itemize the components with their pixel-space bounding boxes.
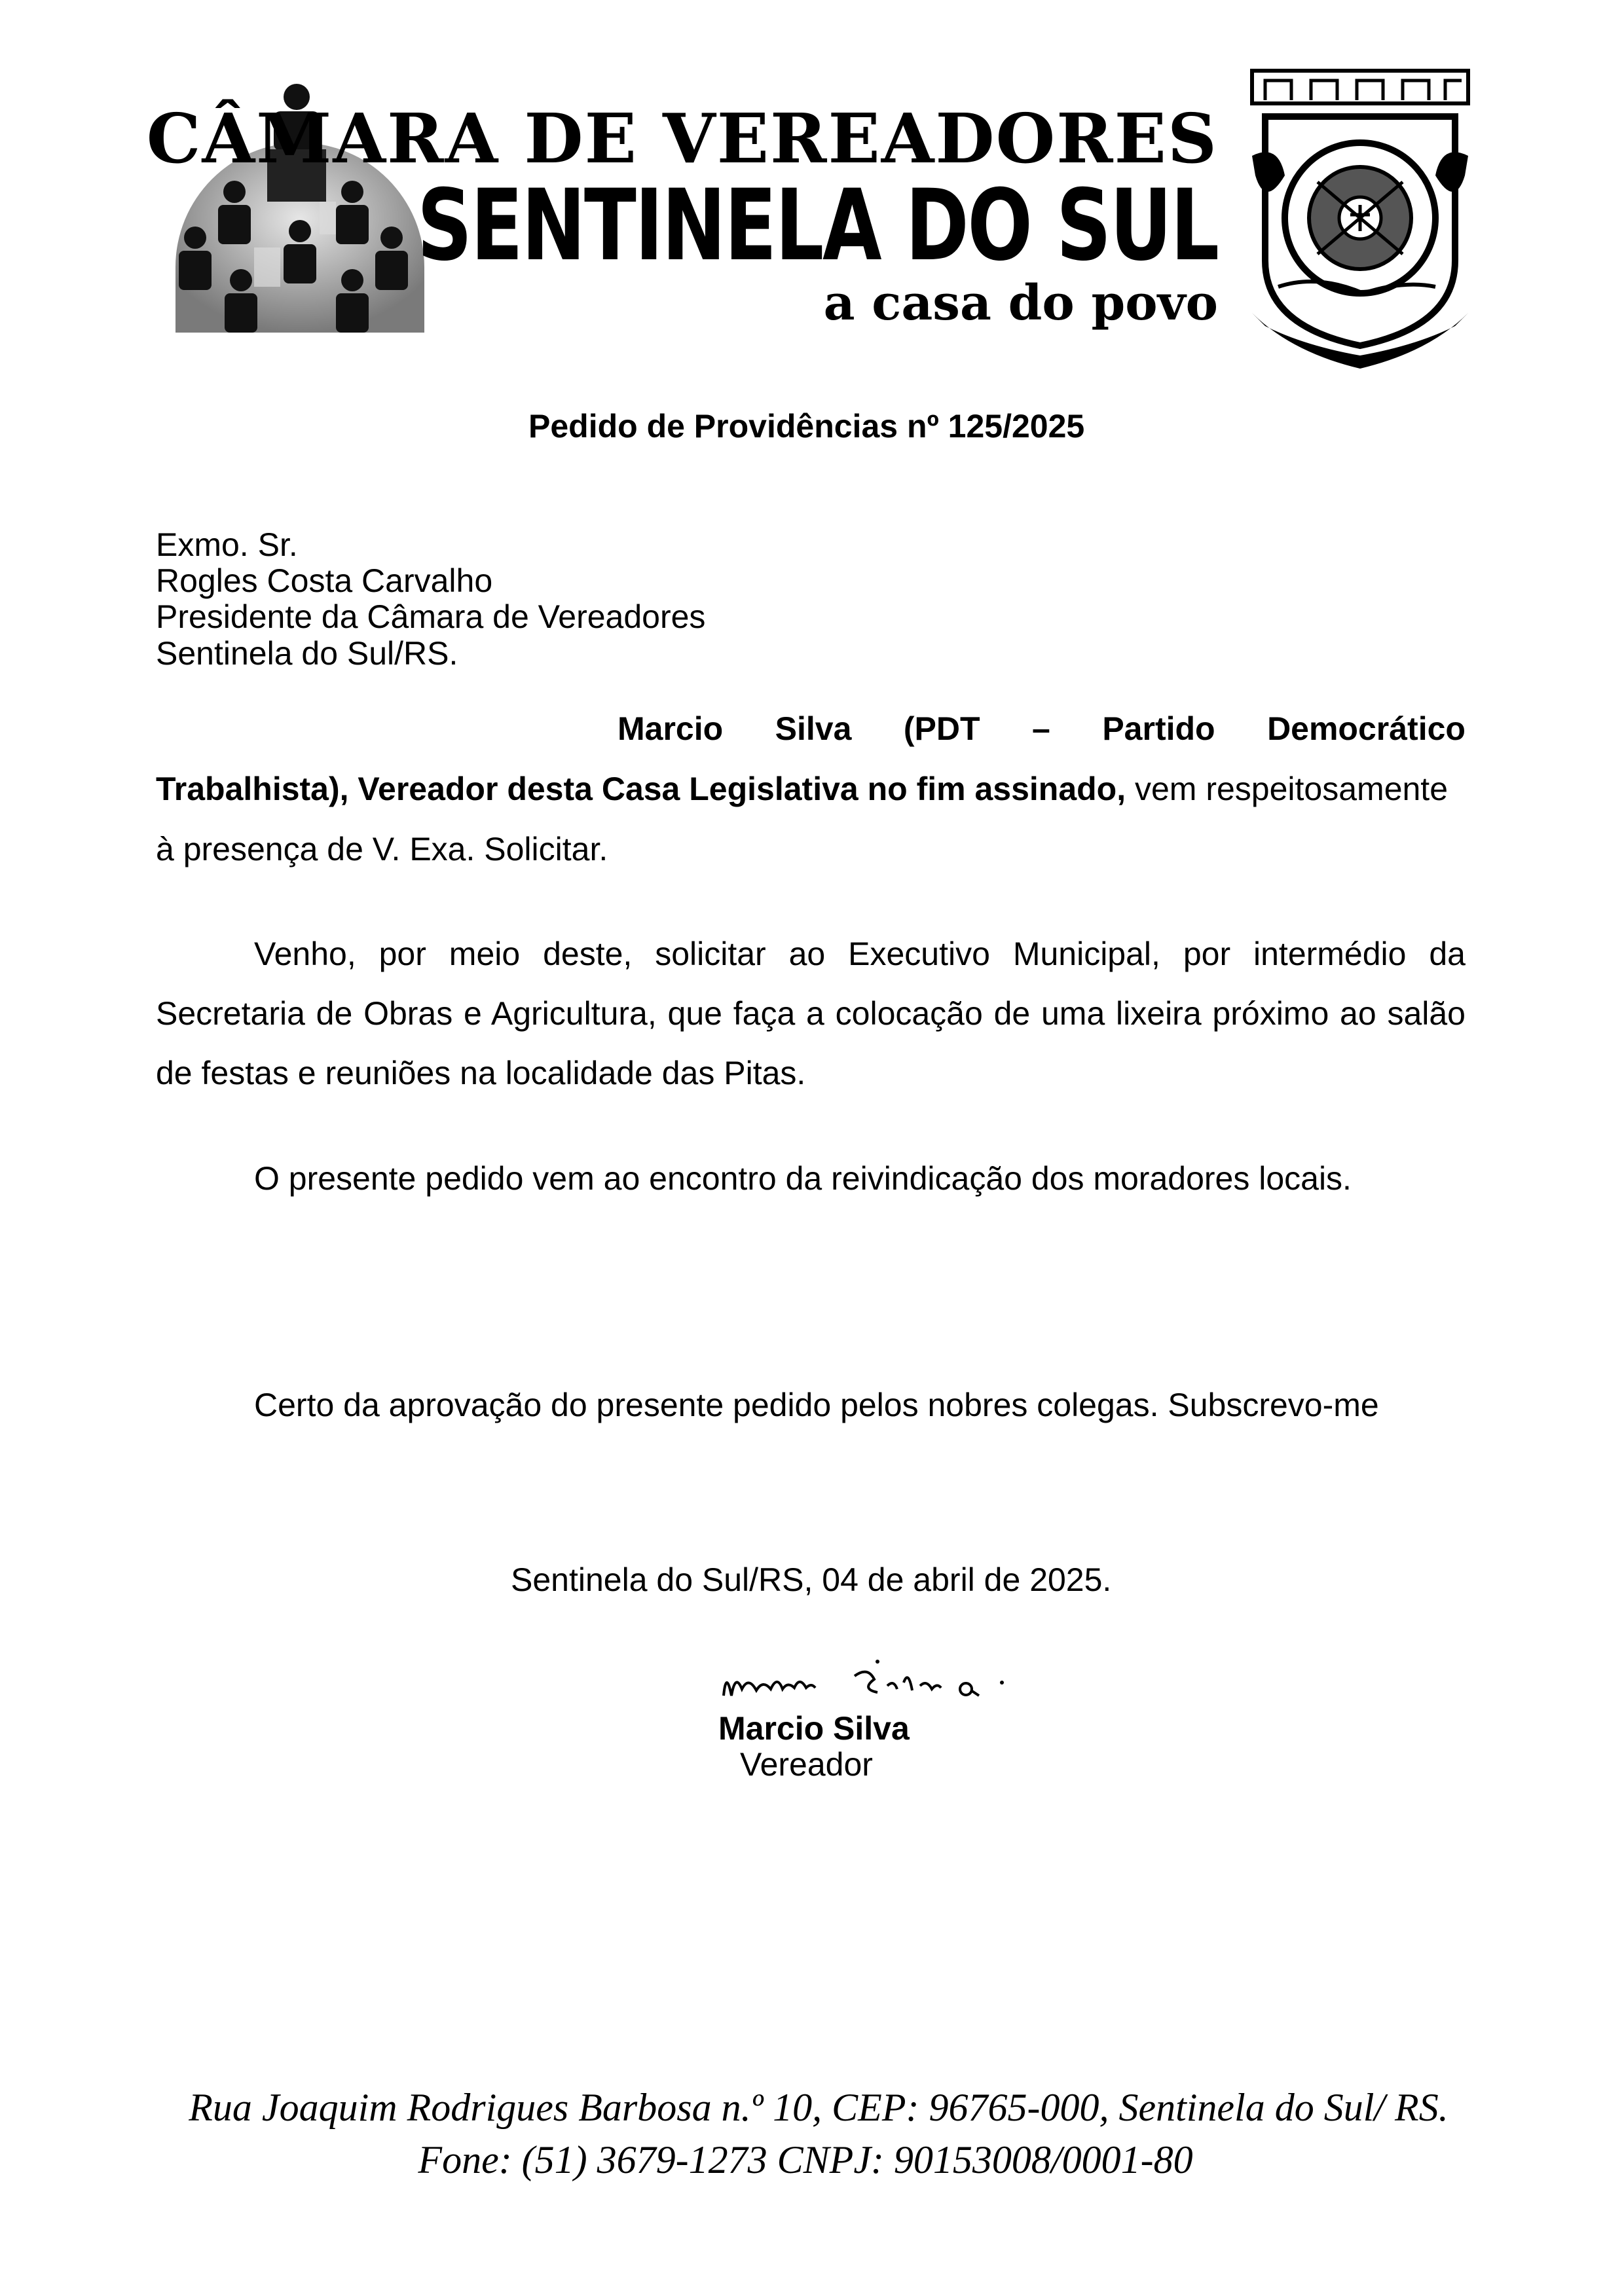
- footer-address: Rua Joaquim Rodrigues Barbosa n.º 10, CEP: 96765-000, Sentinela do Sul/ RS.: [189, 2086, 1449, 2129]
- recipient-salutation: Exmo. Sr.: [156, 526, 298, 563]
- intro-line-3: à presença de V. Exa. Solicitar.: [156, 831, 608, 867]
- intro-word: –: [1032, 710, 1050, 747]
- closing-text: Certo da aprovação do presente pedido pelos nobres colegas. Subscrevo-me: [254, 1387, 1379, 1423]
- footer-contact: Fone: (51) 3679-1273 CNPJ: 90153008/0001-80: [418, 2138, 1193, 2181]
- place-date: Sentinela do Sul/RS, 04 de abril de 2025.: [511, 1561, 1112, 1598]
- intro-word: Marcio: [618, 710, 724, 747]
- header-chamber-name: CÂMARA DE VEREADORES: [146, 98, 1218, 179]
- intro-line-2-regular: vem respeitosamente: [1126, 771, 1449, 807]
- request-line-2: Secretaria de Obras e Agricultura, que faça a colocação de uma lixeira próximo ao salão: [156, 995, 1466, 1032]
- signer-name: Marcio Silva: [718, 1710, 910, 1747]
- recipient-name: Rogles Costa Carvalho: [156, 562, 493, 599]
- intro-word: (PDT: [903, 710, 980, 747]
- header-title-block: [146, 98, 1218, 340]
- intro-word: Partido: [1102, 710, 1215, 747]
- justification-text: O presente pedido vem ao encontro da reivindicação dos moradores locais.: [254, 1160, 1352, 1197]
- handwritten-signature: [717, 1650, 1025, 1709]
- intro-word: Democrático: [1267, 710, 1466, 747]
- intro-line-1: [618, 712, 1466, 745]
- header-city-name: SENTINELA DO SUL: [417, 169, 1218, 283]
- header-slogan: a casa do povo: [823, 275, 1218, 331]
- recipient-title: Presidente da Câmara de Vereadores: [156, 598, 706, 635]
- recipient-location: Sentinela do Sul/RS.: [156, 635, 458, 672]
- signature-graphic: [717, 1650, 1025, 1709]
- municipal-coat-of-arms-icon: [1239, 64, 1481, 372]
- document-title: Pedido de Providências nº 125/2025: [528, 408, 1085, 445]
- intro-word: Silva: [775, 710, 852, 747]
- request-line-3: de festas e reuniões na localidade das Pitas.: [156, 1055, 806, 1091]
- signer-role: Vereador: [740, 1746, 873, 1783]
- intro-line-2-bold: Trabalhista), Vereador desta Casa Legislativa no fim assinado,: [156, 771, 1126, 807]
- intro-line-2: [156, 773, 1448, 805]
- request-line-1: Venho, por meio deste, solicitar ao Executivo Municipal, por intermédio da: [254, 936, 1466, 972]
- coat-of-arms-graphic: [1239, 64, 1481, 372]
